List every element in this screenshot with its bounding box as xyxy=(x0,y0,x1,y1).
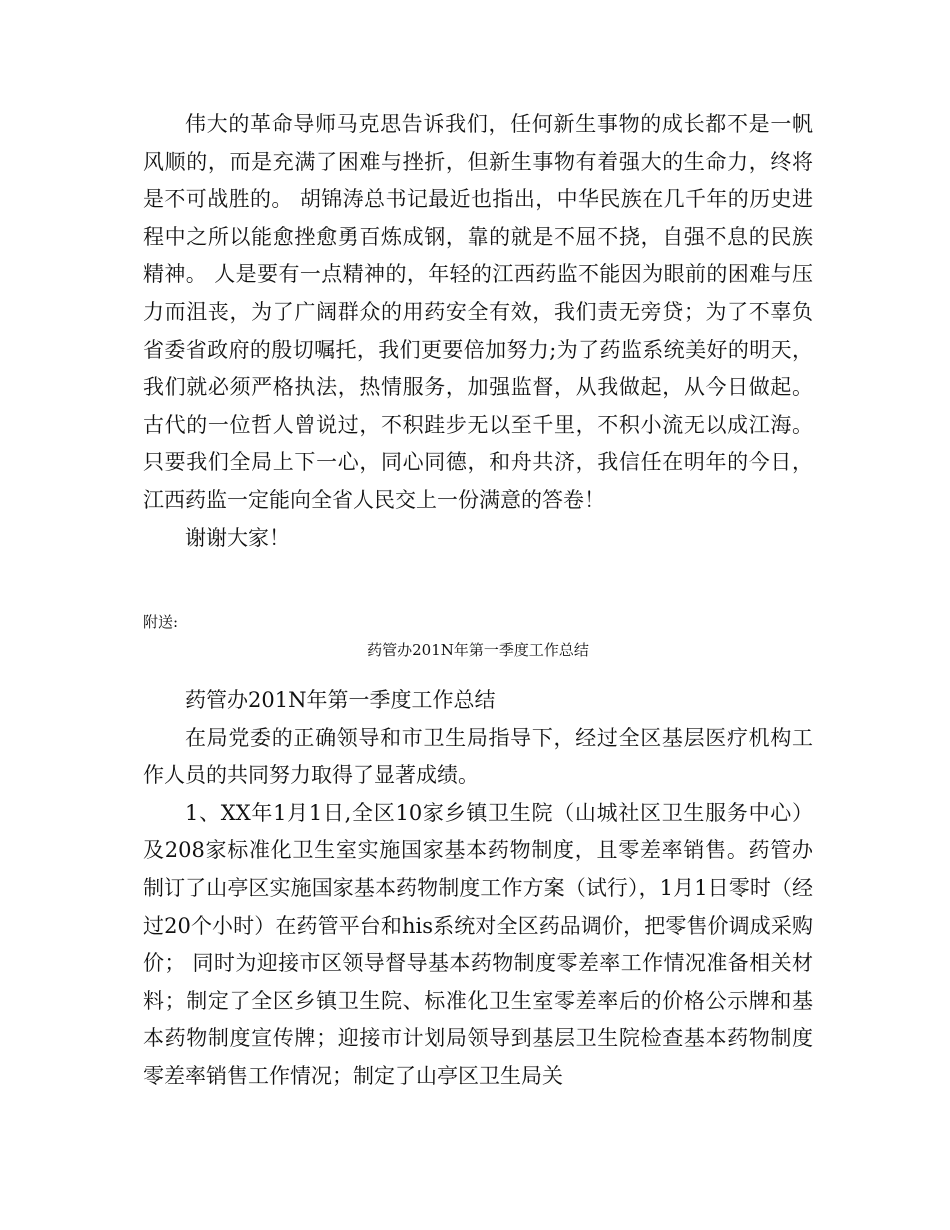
speech-closing: 谢谢大家！ xyxy=(185,525,290,550)
report-heading: 药管办201N年第一季度工作总结 xyxy=(185,688,496,712)
report-intro: 在局党委的正确领导和市卫生局指导下，经过全区基层医疗机构工作人员的共同努力取得了显著成绩。 xyxy=(143,725,813,788)
attachment-subtitle: 药管办201N年第一季度工作总结 xyxy=(367,641,589,659)
report-item-1: 1、XX年1月1日,全区10家乡镇卫生院（山城社区卫生服务中心）及208家标准化卫生室实施国家基本药物制度，且零差率销售。药管办制订了山亭区实施国家基本药物制度工作方案（试行），1月1日零时（经过20个小时）在药管平台和his系统对全区药品调价，把零售价调成采购价； 同时为迎接市区领导督导基本药物制度零差率工作情况准备相关材料；制定了全区乡镇卫生院、标准化卫生室零差率后的价格公示牌和基本药物制度宣传牌；迎接市计划局领导到基层卫生院检查基本药物制度零差率销售工作情况；制定了山亭区卫生局关 xyxy=(143,800,813,1088)
speech-section xyxy=(143,106,813,557)
attachment-label: 附送: xyxy=(143,613,179,631)
speech-paragraph: 伟大的革命导师马克思告诉我们，任何新生事物的成长都不是一帆风顺的，而是充满了困难与挫折，但新生事物有着强大的生命力，终将是不可战胜的。 胡锦涛总书记最近也指出，中华民族在几千年的历史进程中之所以能愈挫愈勇百炼成钢，靠的就是不屈不挠，自强不息的民族精神。 人是要有一点精神的，年轻的江西药监不能因为眼前的困难与压力而沮丧，为了广阔群众的用药安全有效，我们责无旁贷；为了不辜负省委省政府的殷切嘱托，我们更要倍加努力;为了药监系统美好的明天，我们就必须严格执法，热情服务，加强监督，从我做起，从今日做起。古代的一位哲人曾说过，不积跬步无以至千里，不积小流无以成江海。只要我们全局上下一心，同心同德，和舟共济，我信任在明年的今日，江西药监一定能向全省人民交上一份满意的答卷！ xyxy=(143,112,813,512)
report-section xyxy=(143,682,813,1096)
